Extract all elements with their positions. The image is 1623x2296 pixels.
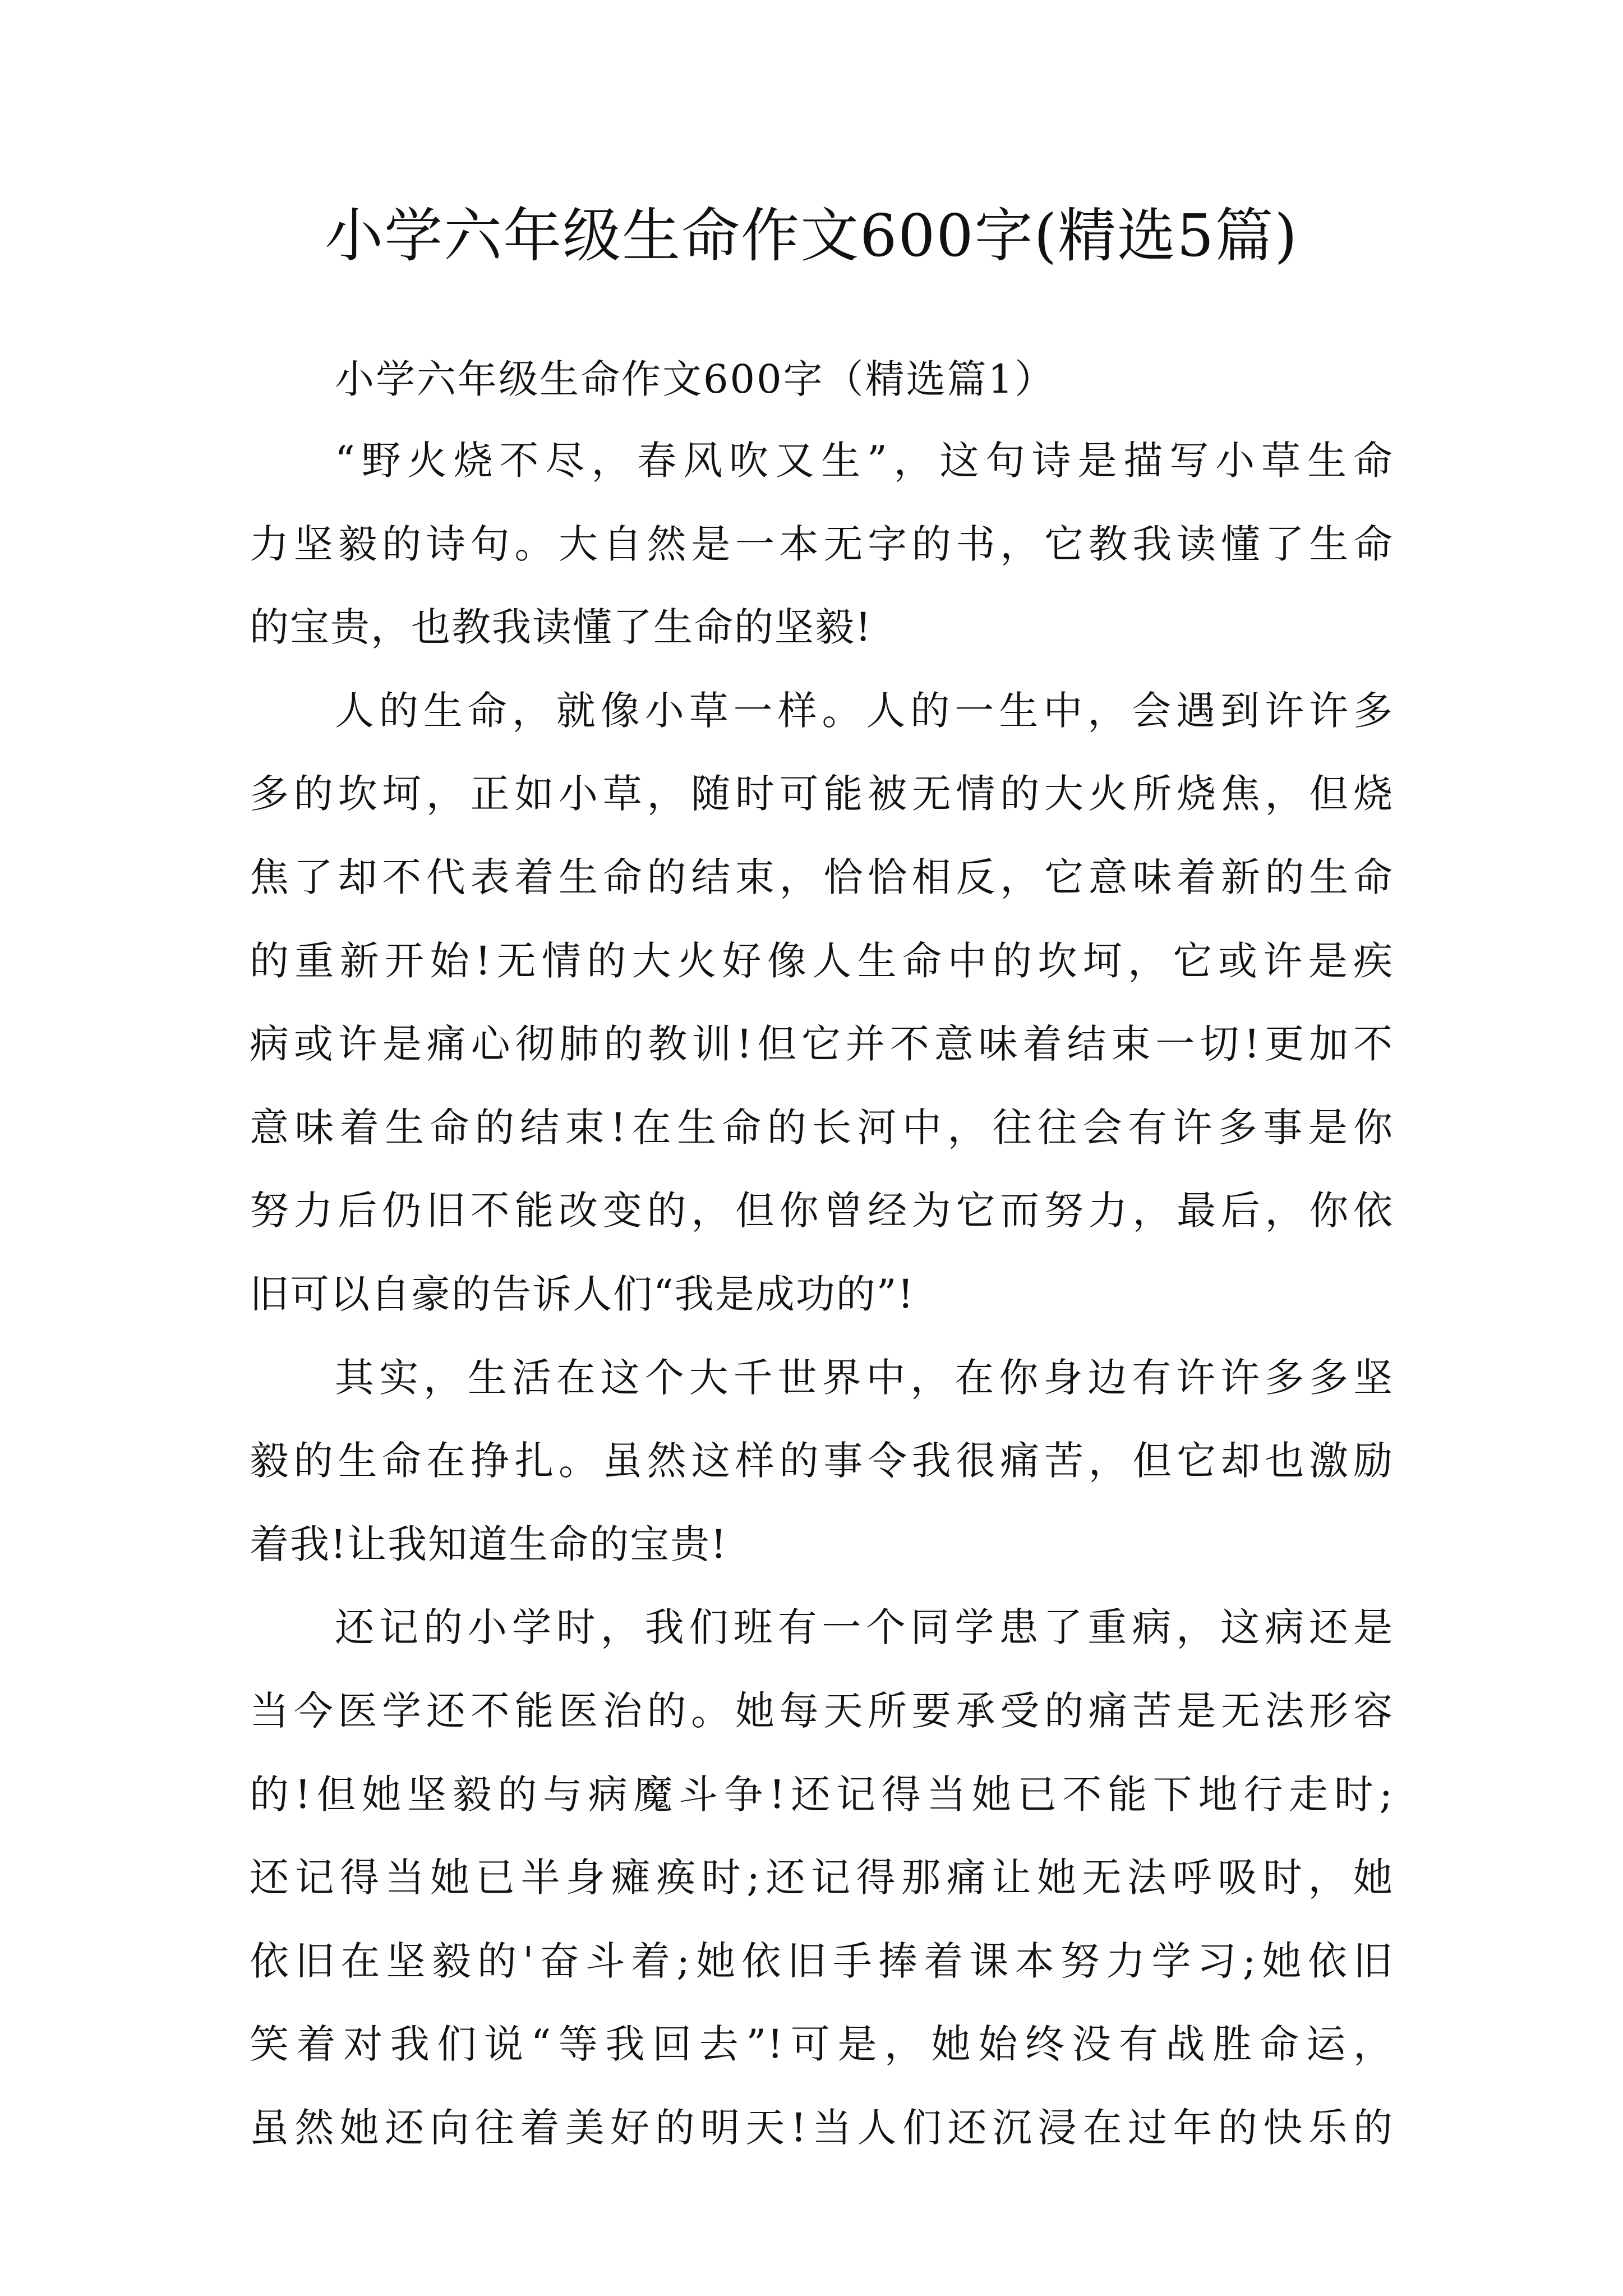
text-line: 毅的生命在挣扎。虽然这样的事令我很痛苦，但它却也激励 (250, 1438, 1394, 1484)
text-line: 努力后仍旧不能改变的，但你曾经为它而努力，最后，你依 (250, 1188, 1394, 1234)
text-line: 的!但她坚毅的与病魔斗争!还记得当她已不能下地行走时; (250, 1771, 1394, 1818)
text-line: “野火烧不尽，春风吹又生”，这句诗是描写小草生命 (335, 438, 1394, 484)
text-line: 依旧在坚毅的'奋斗着;她依旧手捧着课本努力学习;她依旧 (250, 1938, 1394, 1984)
text-line: 还记得当她已半身瘫痪时;还记得那痛让她无法呼吸时，她 (250, 1855, 1394, 1901)
text-line: 病或许是痛心彻肺的教训!但它并不意味着结束一切!更加不 (250, 1021, 1394, 1068)
document-title: 小学六年级生命作文600字(精选5篇) (325, 201, 1298, 270)
text-line: 笑着对我们说“等我回去”!可是，她始终没有战胜命运， (250, 2021, 1394, 2068)
text-line: 焦了却不代表着生命的结束，恰恰相反，它意味着新的生命 (250, 854, 1394, 900)
text-line: 的重新开始!无情的大火好像人生命中的坎坷，它或许是疾 (250, 937, 1394, 984)
text-line: 意味着生命的结束!在生命的长河中，往往会有许多事是你 (250, 1104, 1394, 1151)
article-body (250, 339, 1394, 2169)
text-line: 旧可以自豪的告诉人们“我是成功的”! (250, 1271, 915, 1317)
text-line: 人的生命，就像小草一样。人的一生中，会遇到许许多 (335, 687, 1394, 734)
text-line: 着我!让我知道生命的宝贵! (250, 1521, 728, 1567)
text-line: 还记的小学时，我们班有一个同学患了重病，这病还是 (335, 1604, 1394, 1651)
text-line: 多的坎坷，正如小草，随时可能被无情的大火所烧焦，但烧 (250, 771, 1394, 817)
section-heading: 小学六年级生命作文600字（精选篇1） (335, 356, 1056, 402)
text-line: 其实，生活在这个大千世界中，在你身边有许许多多坚 (335, 1354, 1394, 1401)
text-line: 力坚毅的诗句。大自然是一本无字的书，它教我读懂了生命 (250, 521, 1394, 567)
text-line: 的宝贵，也教我读懂了生命的坚毅! (250, 604, 873, 651)
text-line: 虽然她还向往着美好的明天!当人们还沉浸在过年的快乐的 (250, 2104, 1394, 2151)
text-line: 当今医学还不能医治的。她每天所要承受的痛苦是无法形容 (250, 1687, 1394, 1734)
